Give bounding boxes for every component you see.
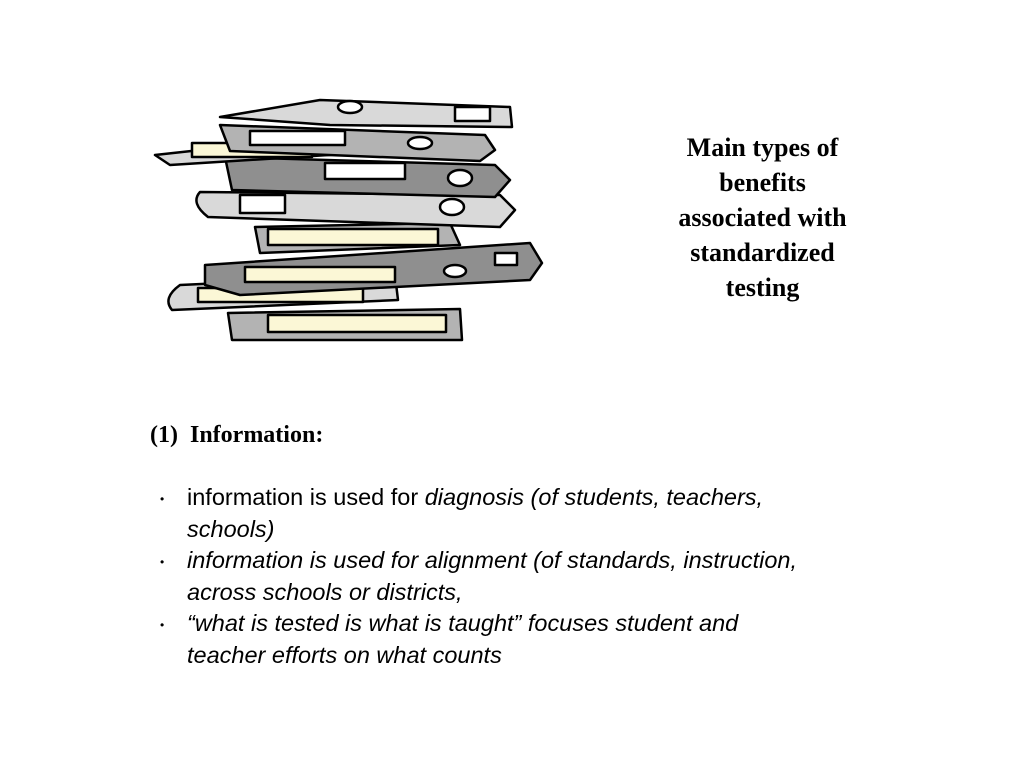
bullet-line: schools) <box>187 515 275 542</box>
section-heading: (1) Information: <box>150 422 324 448</box>
bullet-icon: • <box>160 492 165 506</box>
bullet-line: information is used for alignment (of standards, instruction, <box>187 547 797 573</box>
title-line: benefits <box>719 168 806 197</box>
bullet-icon: • <box>160 555 165 569</box>
bullet-item <box>160 482 960 545</box>
bullet-list <box>160 482 960 671</box>
bullet-line: “what is tested is what is taught” focuses student and <box>187 610 739 636</box>
bullet-line <box>187 482 960 514</box>
title-line: Main types of <box>686 133 839 162</box>
title-line: testing <box>725 273 800 302</box>
bullet-item <box>160 608 960 671</box>
bullet-line: teacher efforts on what counts <box>187 641 502 668</box>
binder-stack-clipart <box>150 95 550 345</box>
bullet-text-italic: diagnosis (of students, teachers, <box>424 484 764 510</box>
title-line: standardized <box>690 238 835 267</box>
bullet-icon: • <box>160 618 165 632</box>
title-line: associated with <box>678 203 847 232</box>
slide-title <box>640 130 885 305</box>
bullet-line: across schools or districts, <box>187 578 463 605</box>
bullet-text: information is used for <box>187 484 425 510</box>
bullet-item <box>160 545 960 608</box>
